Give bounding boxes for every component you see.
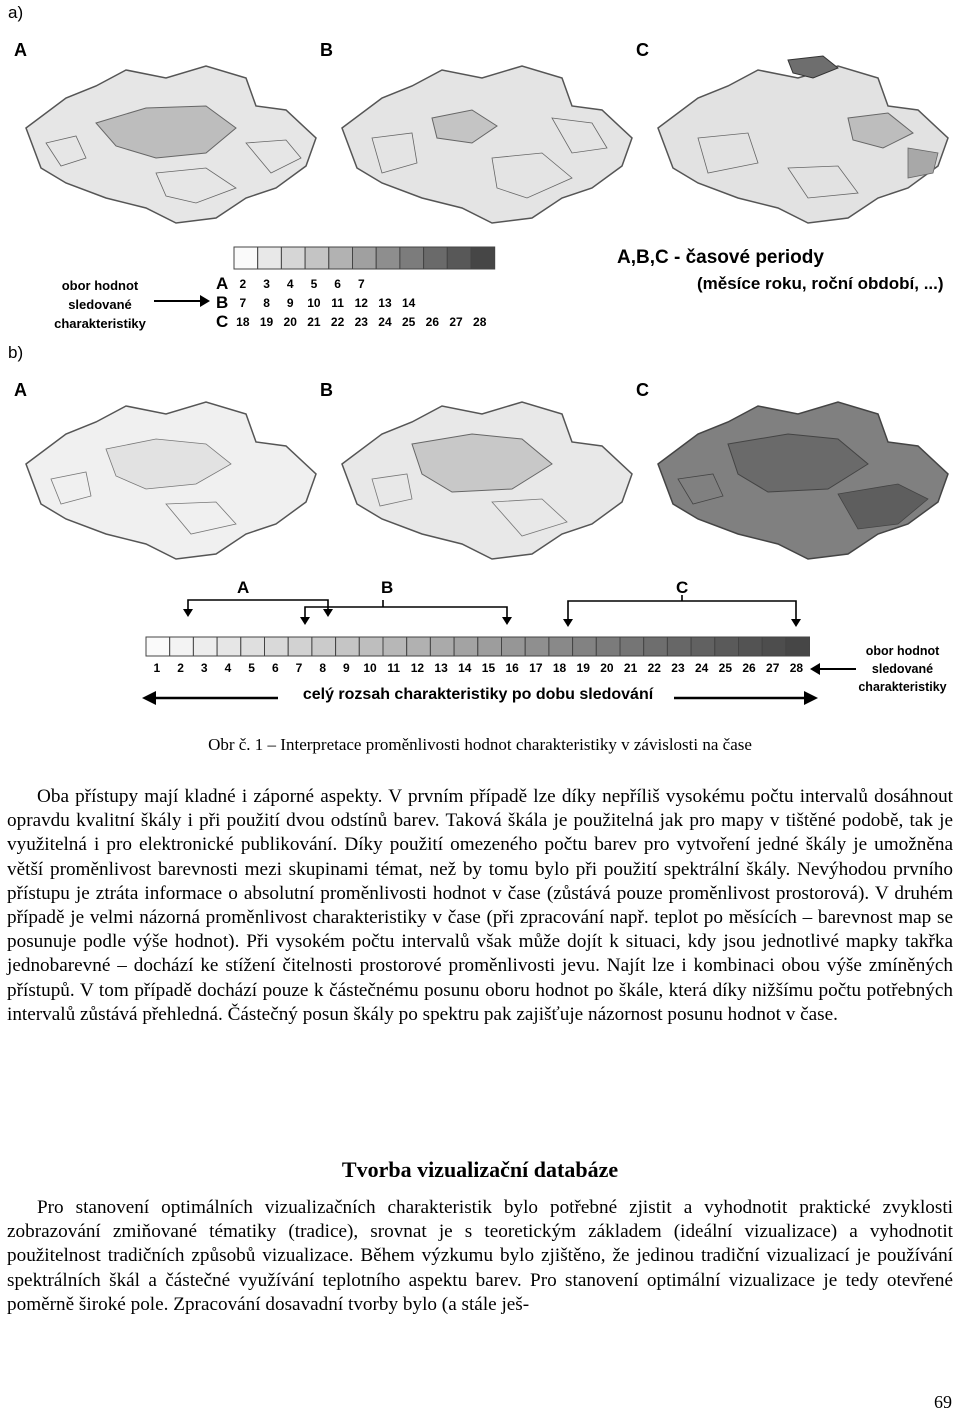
scale-b-value: 14 bbox=[458, 661, 472, 675]
scale-b-value: 22 bbox=[647, 661, 661, 675]
map-label-a-mid: A bbox=[14, 380, 27, 400]
scale-b-value: 1 bbox=[153, 661, 161, 675]
scale-swatch bbox=[281, 247, 305, 269]
scale-b-value: 13 bbox=[434, 661, 448, 675]
scale-a-value: 14 bbox=[401, 296, 416, 310]
scale-b-value: 15 bbox=[481, 661, 496, 675]
scale-a-value: 26 bbox=[425, 315, 440, 329]
bracket-label-b: B bbox=[381, 578, 394, 597]
legend-scale-bar-a bbox=[233, 246, 513, 272]
scale-swatch bbox=[407, 637, 431, 656]
scale-swatch bbox=[234, 247, 258, 269]
scale-b-value: 28 bbox=[789, 661, 804, 675]
scale-a-value: 25 bbox=[401, 315, 416, 329]
scale-a-value: 10 bbox=[307, 296, 321, 310]
scale-swatch bbox=[596, 637, 620, 656]
scale-swatch bbox=[329, 247, 353, 269]
scale-swatch bbox=[502, 637, 526, 656]
legend-scale-bar-b bbox=[145, 636, 810, 658]
scale-swatch bbox=[573, 637, 597, 656]
scale-a-value: 5 bbox=[310, 277, 318, 291]
paragraph-1 bbox=[7, 785, 953, 1027]
scale-a-letter-b: B bbox=[216, 293, 229, 312]
legend-side-b bbox=[845, 642, 960, 696]
scale-swatch bbox=[454, 637, 478, 656]
scale-b-value: 18 bbox=[552, 661, 567, 675]
scale-b-value: 23 bbox=[671, 661, 685, 675]
panel-b-label: b) bbox=[8, 343, 24, 362]
scale-a-letter-a: A bbox=[216, 274, 229, 293]
map-label-b-top: B bbox=[320, 40, 333, 60]
map-label-c-mid: C bbox=[636, 380, 649, 400]
legend-side-a bbox=[40, 276, 160, 333]
scale-b-value: 9 bbox=[343, 661, 350, 675]
scale-swatch bbox=[739, 637, 763, 656]
scale-swatch bbox=[478, 637, 502, 656]
scale-a-value: 7 bbox=[357, 277, 365, 291]
scale-swatch bbox=[786, 637, 810, 656]
scale-b-value: 17 bbox=[529, 661, 543, 675]
legend-side-a-line3: charakteristiky bbox=[54, 316, 146, 331]
scale-b-value: 19 bbox=[576, 661, 590, 675]
map-label-a-top: A bbox=[14, 40, 27, 60]
scale-b-value: 20 bbox=[600, 661, 614, 675]
scale-swatch bbox=[762, 637, 786, 656]
scale-b-numbers bbox=[145, 661, 808, 675]
scale-swatch bbox=[359, 637, 383, 656]
scale-a-value: 24 bbox=[378, 315, 392, 329]
scale-swatch bbox=[288, 637, 312, 656]
scale-swatch bbox=[549, 637, 573, 656]
page-number: 69 bbox=[934, 1392, 952, 1412]
map-a-a bbox=[6, 48, 326, 238]
scale-a-value: 4 bbox=[286, 277, 294, 291]
scale-b-value: 24 bbox=[694, 661, 709, 675]
legend-side-b-line1: obor hodnot bbox=[865, 644, 940, 658]
scale-b-value: 21 bbox=[623, 661, 638, 675]
scale-a-value: 2 bbox=[239, 277, 247, 291]
scale-swatch bbox=[336, 637, 360, 656]
scale-a-value: 18 bbox=[236, 315, 250, 329]
scale-b-value: 6 bbox=[271, 661, 279, 675]
scale-swatch bbox=[644, 637, 668, 656]
map-label-b-mid: B bbox=[320, 380, 333, 400]
scale-swatch bbox=[400, 247, 424, 269]
scale-swatch bbox=[447, 247, 471, 269]
scale-a-value: 6 bbox=[334, 277, 341, 291]
legend-side-b-line3: charakteristiky bbox=[858, 680, 947, 694]
map-b-b bbox=[322, 384, 642, 574]
time-periods-title: A,B,C - časové periody bbox=[617, 247, 824, 268]
scale-a-value: 12 bbox=[354, 296, 368, 310]
paragraph-2-text: Pro stanovení optimálních vizualizačních charakteristik bylo potřebné zjistit a vyhodnotit praktické zvyklosti zobrazování zmiňované tématiky (tradice), srovnat je s teoretickým základem (ideální vizualizace) a vyhodnotit použitelnost tradičních způsobů vizualizace. Během výzkumu bylo zjištěno, že jedinou tradiční vizualizací je používání spektrálních škál a částečné využívání teplotního aspektu barev. Pro stanovení optimální vizualizace je tedy otevřené poměrně široké pole. Zpracování dosavadní tvorby bylo (a stále ješ- bbox=[7, 1197, 953, 1315]
scale-a-value: 22 bbox=[330, 315, 345, 329]
legend-side-b-line2: sledované bbox=[871, 662, 934, 676]
scale-swatch bbox=[353, 247, 377, 269]
scale-swatch bbox=[312, 637, 336, 656]
paragraph-1-text: Oba přístupy mají kladné i záporné aspekty. V prvním případě lze díky nepříliš vysokému počtu intervalů dosáhnout opravdu kvalitní škály i při použití dvou odstínů barev. Taková škála je použitelná jak pro mapy v tištěné podobě, tak je využitelná i pro elektronické publikování. Díky použití omezeného počtu barev pro vytvoření jedné škály je umožněna větší proměnlivost barevnosti mezi skupinami témat, než by tomu bylo při použití spektrální škály. Nevýhodou prvního přístupu je ztráta informace o absolutní proměnlivosti hodnot v čase (zůstává pouze proměnlivost prostorová). V druhém případě je velmi názorná proměnlivost charakteristiky v čase (při zpracování např. teplot po měsících – barevnost map se posunuje podle výše hodnot). Při vysokém počtu intervalů však může dojít k situaci, kdy jsou jednotlivé mapky takřka jednobarevné – dochází ke stížení čitelnosti prostorové proměnlivosti jevu. Najít lze i kombinaci obou výše zmíněných přístupů. V tom případě dochází pouze k částečnému posunu oboru hodnot po škále, která díky nižšímu počtu potřebných intervalů zůstává přehledná. Částečný posun škály po spektru pak zajišťuje názornost posunu hodnot v čase. bbox=[7, 786, 953, 1025]
scale-a-value: 28 bbox=[473, 315, 487, 329]
map-b-a bbox=[6, 384, 326, 574]
scale-swatch bbox=[241, 637, 265, 656]
scale-swatch bbox=[170, 637, 194, 656]
scale-b-value: 5 bbox=[248, 661, 255, 675]
map-a-c bbox=[638, 48, 958, 238]
scale-swatch bbox=[424, 247, 448, 269]
scale-a-value: 27 bbox=[449, 315, 463, 329]
legend-side-a-line2: sledované bbox=[68, 297, 132, 312]
scale-a-value: 20 bbox=[283, 315, 297, 329]
scale-a-row-a bbox=[231, 277, 373, 291]
scale-a-value: 23 bbox=[354, 315, 368, 329]
scale-b-value: 11 bbox=[387, 661, 401, 675]
bracket-label-a: A bbox=[237, 578, 250, 597]
scale-swatch bbox=[691, 637, 715, 656]
scale-swatch bbox=[193, 637, 217, 656]
scale-b-value: 8 bbox=[319, 661, 326, 675]
scale-swatch bbox=[265, 637, 289, 656]
scale-b-value: 2 bbox=[177, 661, 184, 675]
paragraph-2 bbox=[7, 1196, 953, 1317]
scale-a-value: 3 bbox=[263, 277, 270, 291]
scale-swatch bbox=[525, 637, 549, 656]
scale-swatch bbox=[620, 637, 644, 656]
figure-caption: Obr č. 1 – Interpretace proměnlivosti hodnot charakteristiky v závislosti na čase bbox=[208, 735, 752, 754]
scale-swatch bbox=[667, 637, 691, 656]
time-periods-sub: (měsíce roku, roční období, ...) bbox=[697, 274, 944, 293]
panel-a-label: a) bbox=[8, 3, 24, 22]
scale-a-row-b bbox=[231, 296, 421, 310]
scale-a-value: 19 bbox=[259, 315, 274, 329]
scale-a-letter-c: C bbox=[216, 312, 229, 331]
scale-b-value: 16 bbox=[505, 661, 519, 675]
scale-a-value: 11 bbox=[331, 296, 344, 310]
section-heading: Tvorba vizualizační databáze bbox=[341, 1157, 619, 1182]
scale-swatch bbox=[715, 637, 739, 656]
scale-a-value: 7 bbox=[239, 296, 247, 310]
legend-arrow-a bbox=[152, 291, 212, 311]
scale-b-value: 27 bbox=[766, 661, 780, 675]
scale-swatch bbox=[430, 637, 454, 656]
range-label: celý rozsah charakteristiky po dobu sledování bbox=[302, 686, 654, 703]
bracket-label-c: C bbox=[676, 578, 689, 597]
scale-b-value: 4 bbox=[224, 661, 232, 675]
map-a-b bbox=[322, 48, 642, 238]
scale-a-value: 9 bbox=[286, 296, 294, 310]
map-b-c bbox=[638, 384, 958, 574]
scale-b-value: 25 bbox=[718, 661, 733, 675]
scale-a-value: 8 bbox=[263, 296, 270, 310]
scale-swatch bbox=[471, 247, 495, 269]
scale-swatch bbox=[305, 247, 329, 269]
scale-b-value: 7 bbox=[295, 661, 303, 675]
scale-swatch bbox=[258, 247, 282, 269]
scale-b-value: 10 bbox=[363, 661, 377, 675]
map-label-c-top: C bbox=[636, 40, 649, 60]
scale-a-row-c bbox=[231, 315, 492, 329]
scale-a-value: 21 bbox=[307, 315, 321, 329]
scale-swatch bbox=[383, 637, 407, 656]
scale-b-value: 26 bbox=[742, 661, 756, 675]
scale-a-value: 13 bbox=[378, 296, 392, 310]
scale-swatch bbox=[376, 247, 400, 269]
legend-side-a-line1: obor hodnot bbox=[61, 278, 139, 293]
scale-swatch bbox=[217, 637, 241, 656]
scale-b-value: 3 bbox=[200, 661, 208, 675]
scale-swatch bbox=[146, 637, 170, 656]
scale-b-value: 12 bbox=[410, 661, 425, 675]
